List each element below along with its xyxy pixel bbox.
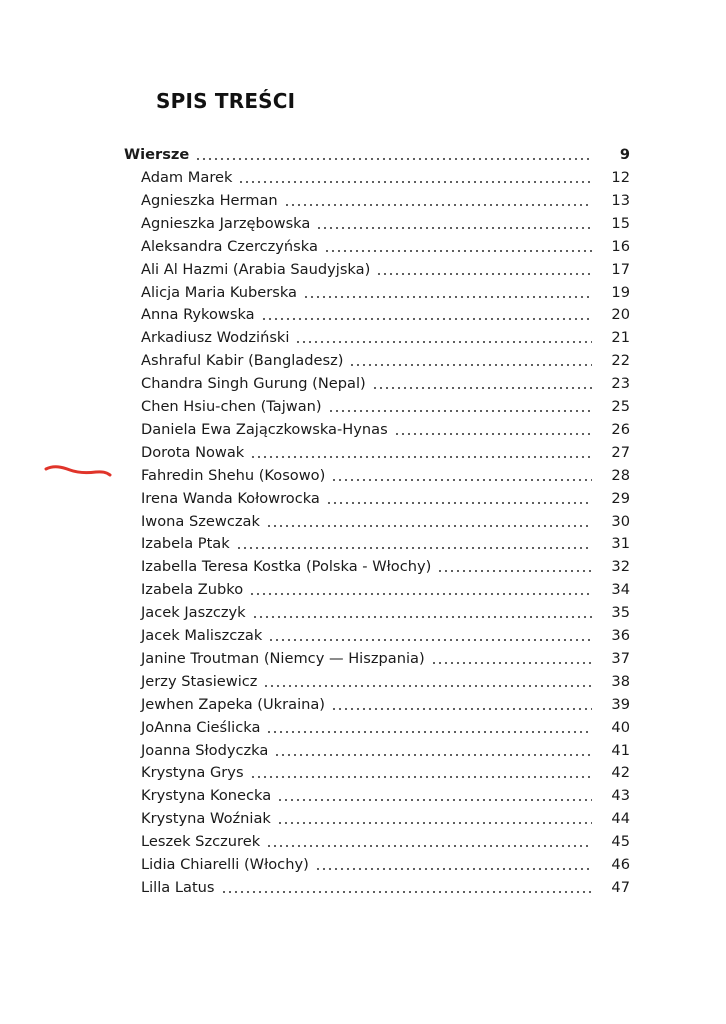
toc-entry-label: Iwona Szewczak bbox=[141, 512, 260, 530]
dot-leader bbox=[268, 624, 592, 647]
toc-entry-page: 19 bbox=[611, 283, 630, 301]
toc-entry-label: Joanna Słodyczka bbox=[141, 741, 269, 759]
toc-entry-row[interactable] bbox=[141, 739, 630, 762]
dot-leader bbox=[331, 693, 592, 716]
toc-entry-label: Krystyna Konecka bbox=[141, 787, 272, 805]
toc-entry-row[interactable] bbox=[141, 601, 630, 624]
toc-entry-label: Dorota Nowak bbox=[141, 443, 245, 461]
dot-leader bbox=[431, 647, 592, 670]
toc-entry-row[interactable] bbox=[141, 853, 630, 876]
toc-entry-label: Jacek Jaszczyk bbox=[141, 604, 246, 622]
toc-entry-row[interactable] bbox=[141, 647, 630, 670]
toc-section-row[interactable] bbox=[124, 143, 630, 166]
toc-entry-row[interactable] bbox=[141, 578, 630, 601]
dot-leader bbox=[236, 532, 592, 555]
toc-entry-page: 35 bbox=[611, 604, 630, 622]
dot-leader bbox=[328, 395, 592, 418]
toc-entry-label: Janine Troutman (Niemcy — Hiszpania) bbox=[141, 649, 425, 667]
toc-entry-page: 25 bbox=[611, 398, 630, 415]
toc-entry-row[interactable] bbox=[141, 716, 630, 739]
toc-entry-page: 13 bbox=[611, 191, 630, 209]
toc-entry-label: Izabela Ptak bbox=[141, 535, 230, 553]
toc-entry-page: 45 bbox=[611, 833, 630, 851]
toc-entry-page: 38 bbox=[611, 672, 630, 690]
toc-entry-label: Krystyna Woźniak bbox=[141, 810, 271, 828]
toc-entry-page: 41 bbox=[611, 741, 630, 759]
toc-entry-row[interactable] bbox=[141, 784, 630, 807]
toc-entry-page: 17 bbox=[611, 260, 630, 278]
dot-leader bbox=[238, 166, 592, 189]
toc-entry-row[interactable] bbox=[141, 281, 630, 304]
toc-entry-page: 30 bbox=[611, 512, 630, 530]
toc-entry-page: 37 bbox=[611, 649, 630, 667]
toc-entry-row[interactable] bbox=[141, 761, 630, 784]
dot-leader bbox=[324, 235, 592, 258]
toc-entry-label: JoAnna Cieślicka bbox=[141, 718, 261, 736]
toc-entry-row[interactable] bbox=[141, 349, 630, 372]
toc-entry-page: 26 bbox=[611, 420, 630, 438]
toc-entry-label: Lilla Latus bbox=[141, 878, 215, 896]
toc-entry-row[interactable] bbox=[141, 830, 630, 853]
toc-entry-row[interactable] bbox=[141, 303, 630, 326]
toc-entry-label: Izabella Teresa Kostka (Polska - Włochy) bbox=[141, 558, 432, 576]
page-title: SPIS TREŚCI bbox=[156, 89, 296, 113]
dot-leader bbox=[349, 349, 592, 372]
toc-entry-label: Ali Al Hazmi (Arabia Saudyjska) bbox=[141, 260, 371, 278]
toc-entry-page: 40 bbox=[611, 718, 630, 736]
toc-entry-row[interactable] bbox=[141, 418, 630, 441]
toc-entry-page: 23 bbox=[611, 375, 630, 393]
dot-leader bbox=[277, 784, 592, 807]
toc-entry-row[interactable] bbox=[141, 372, 630, 395]
toc-entry-label: Agnieszka Jarzębowska bbox=[141, 214, 311, 232]
toc-entry-label: Anna Rykowska bbox=[141, 306, 255, 324]
toc-entry-page: 29 bbox=[611, 489, 630, 507]
toc-entry-page: 12 bbox=[611, 169, 630, 186]
toc-entry-row[interactable] bbox=[141, 487, 630, 510]
dot-leader bbox=[274, 739, 592, 762]
dot-leader bbox=[303, 281, 592, 304]
dot-leader bbox=[261, 303, 592, 326]
dot-leader bbox=[249, 578, 592, 601]
toc-section-page: 9 bbox=[619, 146, 630, 163]
dot-leader bbox=[295, 326, 592, 349]
toc-entry-row[interactable] bbox=[141, 624, 630, 647]
toc-entry-page: 31 bbox=[611, 535, 630, 553]
toc-entry-label: Ashraful Kabir (Bangladesz) bbox=[141, 352, 344, 370]
dot-leader bbox=[195, 143, 592, 166]
toc-entry-page: 15 bbox=[611, 214, 630, 232]
toc-entry-page: 32 bbox=[611, 558, 630, 576]
toc-entry-page: 36 bbox=[611, 627, 630, 644]
toc-entry-label: Alicja Maria Kuberska bbox=[141, 283, 297, 301]
toc-entry-row[interactable] bbox=[141, 166, 630, 189]
toc-entry-label: Chen Hsiu-chen (Tajwan) bbox=[141, 398, 322, 415]
toc-entry-page: 21 bbox=[611, 329, 630, 347]
toc-entry-page: 20 bbox=[611, 306, 630, 324]
toc-entry-page: 43 bbox=[611, 787, 630, 805]
toc-entry-label: Jerzy Stasiewicz bbox=[141, 672, 258, 690]
dot-leader bbox=[221, 876, 592, 899]
dot-leader bbox=[266, 716, 592, 739]
toc-entry-page: 16 bbox=[611, 237, 630, 255]
toc-entry-label: Izabela Zubko bbox=[141, 581, 244, 599]
toc-entry-label: Adam Marek bbox=[141, 169, 233, 186]
toc-entry-row[interactable] bbox=[141, 395, 630, 418]
toc-entry-row[interactable] bbox=[141, 807, 630, 830]
toc-entry-page: 46 bbox=[611, 856, 630, 873]
dot-leader bbox=[394, 418, 592, 441]
toc-entry-page: 39 bbox=[611, 695, 630, 713]
toc-entry-row[interactable] bbox=[141, 441, 630, 464]
dot-leader bbox=[331, 464, 592, 487]
toc-entry-label: Krystyna Grys bbox=[141, 764, 244, 782]
toc-entry-page: 44 bbox=[611, 810, 630, 828]
toc-entry-label: Irena Wanda Kołowrocka bbox=[141, 489, 320, 507]
toc-entry-label: Arkadiusz Wodziński bbox=[141, 329, 290, 347]
dot-leader bbox=[326, 487, 592, 510]
toc-entry-label: Agnieszka Herman bbox=[141, 191, 278, 209]
dot-leader bbox=[376, 258, 592, 281]
toc-entry-page: 47 bbox=[611, 878, 630, 896]
toc-entry-label: Fahredin Shehu (Kosowo) bbox=[141, 466, 326, 484]
dot-leader bbox=[266, 830, 592, 853]
toc-entry-label: Leszek Szczurek bbox=[141, 833, 261, 851]
toc-entry-page: 27 bbox=[611, 443, 630, 461]
toc-entry-row[interactable] bbox=[141, 670, 630, 693]
dot-leader bbox=[284, 189, 592, 212]
dot-leader bbox=[250, 441, 592, 464]
toc-entry-label: Lidia Chiarelli (Włochy) bbox=[141, 856, 309, 873]
dot-leader bbox=[252, 601, 592, 624]
toc-section-label: Wiersze bbox=[124, 146, 190, 163]
toc-entry-row[interactable] bbox=[141, 464, 630, 487]
dot-leader bbox=[372, 372, 592, 395]
dot-leader bbox=[315, 853, 592, 876]
toc-entry-row[interactable] bbox=[141, 510, 630, 533]
toc-entry-row[interactable] bbox=[141, 212, 630, 235]
toc-entry-label: Jewhen Zapeka (Ukraina) bbox=[141, 695, 326, 713]
toc-entry-label: Aleksandra Czerczyńska bbox=[141, 237, 318, 255]
dot-leader bbox=[263, 670, 592, 693]
toc-entry-row[interactable] bbox=[141, 555, 630, 578]
dot-leader bbox=[277, 807, 592, 830]
toc-entry-row[interactable] bbox=[141, 189, 630, 212]
toc-entry-page: 42 bbox=[611, 764, 630, 782]
dot-leader bbox=[437, 555, 592, 578]
dot-leader bbox=[316, 212, 592, 235]
toc-entry-label: Daniela Ewa Zajączkowska-Hynas bbox=[141, 420, 388, 438]
dot-leader bbox=[266, 510, 592, 533]
toc-entry-row[interactable] bbox=[141, 532, 630, 555]
toc-entry-label: Chandra Singh Gurung (Nepal) bbox=[141, 375, 366, 393]
red-pen-mark bbox=[44, 463, 112, 479]
toc-entry-label: Jacek Maliszczak bbox=[141, 627, 263, 644]
toc-entry-page: 34 bbox=[611, 581, 630, 599]
dot-leader bbox=[250, 761, 592, 784]
toc-entry-page: 22 bbox=[611, 352, 630, 370]
toc-entry-row[interactable] bbox=[141, 235, 630, 258]
toc-entry-row[interactable] bbox=[141, 326, 630, 349]
toc-entry-row[interactable] bbox=[141, 693, 630, 716]
toc-entry-row[interactable] bbox=[141, 876, 630, 899]
toc-entry-row[interactable] bbox=[141, 258, 630, 281]
toc-entry-page: 28 bbox=[611, 466, 630, 484]
